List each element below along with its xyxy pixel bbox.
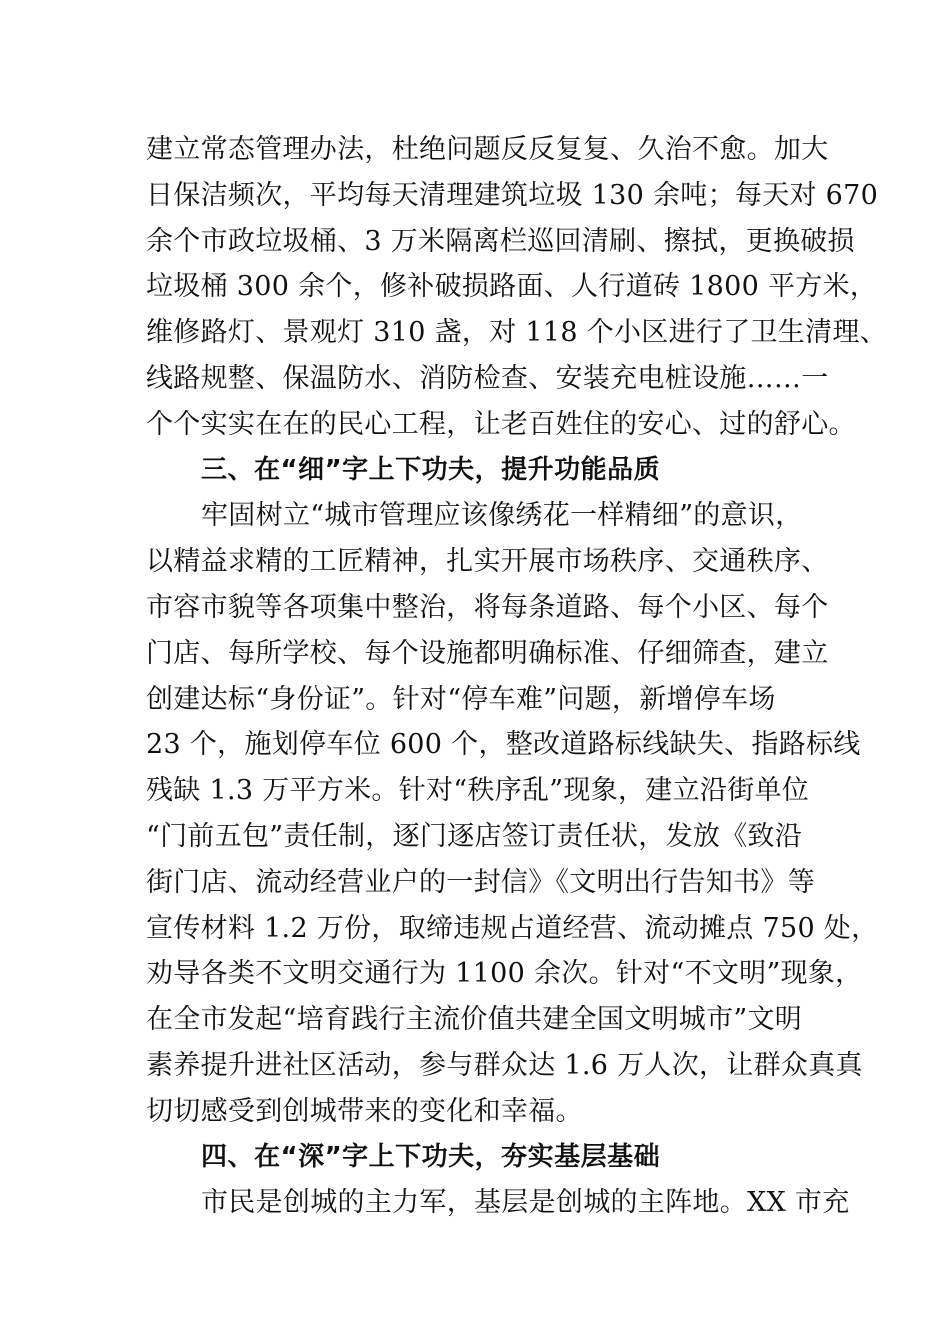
paragraph-line: 余个市政垃圾桶、3 万米隔离栏巡回清刷、擦拭，更换破损 bbox=[146, 225, 855, 257]
section-heading-3: 三、在“细”字上下功夫，提升功能品质 bbox=[201, 454, 661, 485]
section-heading-4: 四、在“深”字上下功夫，夯实基层基础 bbox=[201, 1141, 661, 1172]
paragraph-line: 以精益求精的工匠精神，扎实开展市场秩序、交通秩序、 bbox=[146, 546, 829, 578]
paragraph-line: 素养提升进社区活动，参与群众达 1.6 万人次，让群众真真 bbox=[146, 1049, 863, 1081]
paragraph-line: 垃圾桶 300 余个，修补破损路面、人行道砖 1800 平方米， bbox=[146, 271, 878, 303]
paragraph-line: 23 个，施划停车位 600 个，整改道路标线缺失、指路标线 bbox=[146, 729, 861, 761]
paragraph-line: 牢固树立“城市管理应该像绣花一样精细”的意识， bbox=[201, 500, 803, 532]
paragraph-line: 门店、每所学校、每个设施都明确标准、仔细筛查，建立 bbox=[146, 637, 829, 669]
paragraph-line: 创建达标“身份证”。针对“停车难”问题，新增停车场 bbox=[146, 683, 776, 715]
paragraph-line: 街门店、流动经营业户的一封信》《文明出行告知书》等 bbox=[146, 866, 815, 898]
paragraph-line: 市民是创城的主力军，基层是创城的主阵地。XX 市充 bbox=[201, 1187, 850, 1219]
paragraph-line: 在全市发起“培育践行主流价值共建全国文明城市”文明 bbox=[146, 1004, 803, 1036]
paragraph-line: 个个实实在在的民心工程，让老百姓住的安心、过的舒心。 bbox=[146, 408, 856, 440]
paragraph-line: 建立常态管理办法，杜绝问题反反复复、久治不愈。加大 bbox=[146, 134, 829, 165]
document-body bbox=[146, 127, 887, 1226]
paragraph-line: 维修路灯、景观灯 310 盏，对 118 个小区进行了卫生清理、 bbox=[146, 317, 887, 349]
paragraph-line: 日保洁频次，平均每天清理建筑垃圾 130 余吨；每天对 670 bbox=[146, 179, 879, 211]
paragraph-line: “门前五包”责任制，逐门逐店签订责任状，发放《致沿 bbox=[146, 820, 803, 852]
paragraph-line: 宣传材料 1.2 万份，取缔违规占道经营、流动摊点 750 处， bbox=[146, 912, 879, 944]
paragraph-line: 残缺 1.3 万平方米。针对“秩序乱”现象，建立沿街单位 bbox=[146, 775, 810, 807]
paragraph-line: 线路规整、保温防水、消防检查、安装充电桩设施……一 bbox=[146, 362, 829, 394]
paragraph-line: 市容市貌等各项集中整治，将每条道路、每个小区、每个 bbox=[146, 591, 829, 623]
paragraph-line: 劝导各类不文明交通行为 1100 余次。针对“不文明”现象， bbox=[146, 958, 863, 990]
paragraph-line: 切切感受到创城带来的变化和幸福。 bbox=[146, 1095, 583, 1127]
